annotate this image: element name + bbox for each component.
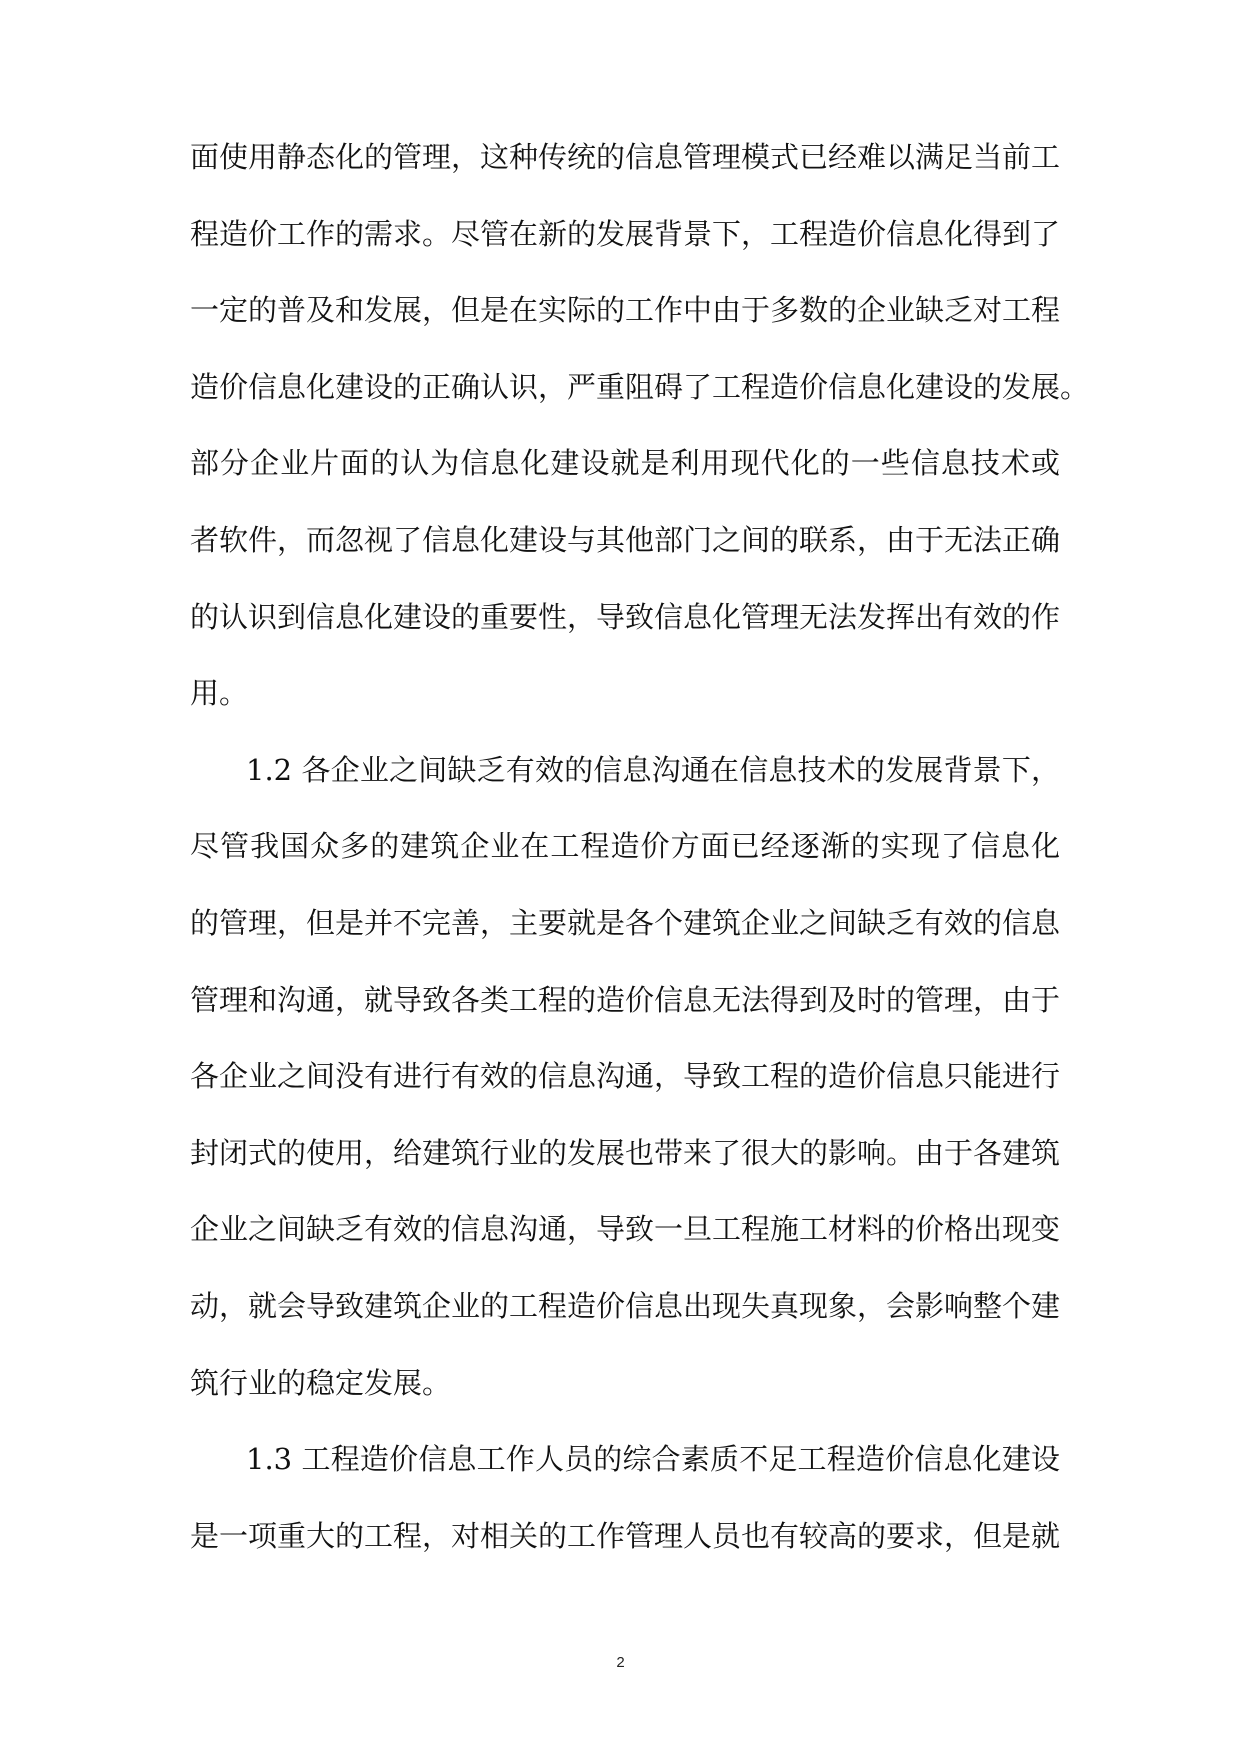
- text-line: 动，就会导致建筑企业的工程造价信息出现失真现象，会影响整个建: [190, 1288, 1061, 1323]
- text-line: 部分企业片面的认为信息化建设就是利用现代化的一些信息技术或: [190, 446, 1060, 481]
- text-line: 程造价工作的需求。尽管在新的发展背景下，工程造价信息化得到了: [190, 216, 1061, 251]
- text-line: 企业之间缺乏有效的信息沟通，导致一旦工程施工材料的价格出现变: [190, 1212, 1061, 1247]
- text-line: 造价信息化建设的正确认识，严重阻碍了工程造价信息化建设的发展。: [190, 369, 1090, 404]
- text-line: 是一项重大的工程，对相关的工作管理人员也有较高的要求，但是就: [190, 1518, 1061, 1553]
- text-line: 封闭式的使用，给建筑行业的发展也带来了很大的影响。由于各建筑: [190, 1135, 1061, 1170]
- text-line: 尽管我国众多的建筑企业在工程造价方面已经逐渐的实现了信息化: [190, 829, 1060, 864]
- text-line: 面使用静态化的管理，这种传统的信息管理模式已经难以满足当前工: [190, 140, 1061, 174]
- text-line: 一定的普及和发展，但是在实际的工作中由于多数的企业缺乏对工程: [190, 293, 1061, 328]
- section-heading-line: 1.3 工程造价信息工作人员的综合素质不足工程造价信息化建设: [246, 1442, 1060, 1477]
- text-line: 管理和沟通，就导致各类工程的造价信息无法得到及时的管理，由于: [190, 982, 1061, 1017]
- text-line: 筑行业的稳定发展。: [190, 1365, 452, 1400]
- text-line: 的认识到信息化建设的重要性，导致信息化管理无法发挥出有效的作: [190, 599, 1061, 634]
- text-line: 各企业之间没有进行有效的信息沟通，导致工程的造价信息只能进行: [190, 1059, 1061, 1094]
- section-heading-line: 1.2 各企业之间缺乏有效的信息沟通在信息技术的发展背景下，: [246, 752, 1060, 787]
- page-number: 2: [616, 1654, 625, 1671]
- body-text: [190, 138, 1090, 1593]
- text-line: 者软件，而忽视了信息化建设与其他部门之间的联系，由于无法正确: [190, 522, 1061, 557]
- text-line: 用。: [190, 676, 249, 711]
- text-line: 的管理，但是并不完善，主要就是各个建筑企业之间缺乏有效的信息: [190, 905, 1061, 940]
